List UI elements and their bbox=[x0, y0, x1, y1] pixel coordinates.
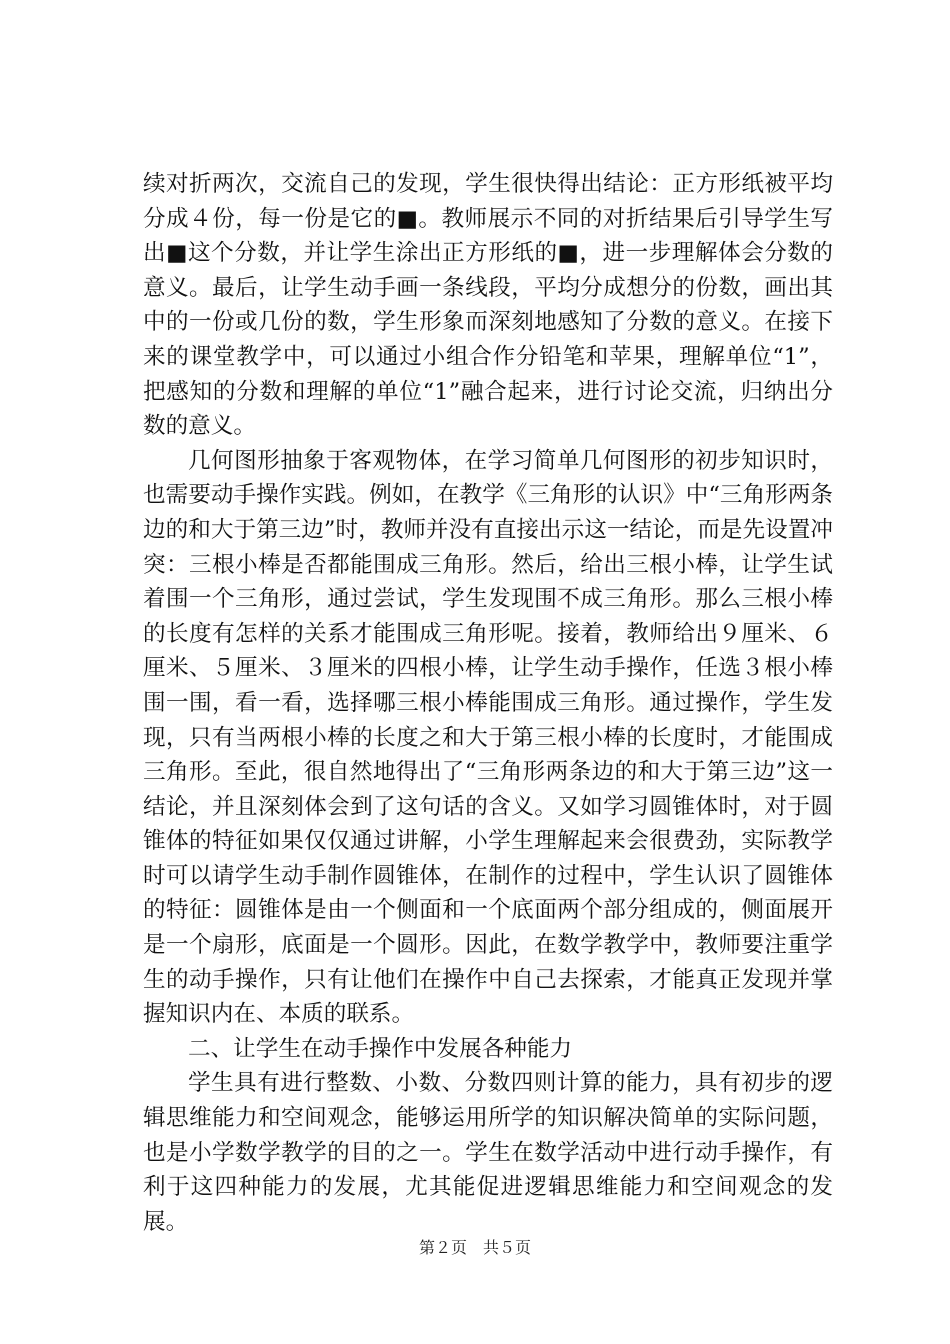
paragraph-abilities: 学生具有进行整数、小数、分数四则计算的能力，具有初步的逻辑思维能力和空间观念，能够运用所学的知识解决简单的实际问题，也是小学数学教学的目的之一。学生在数学活动中进行动手操作，有利于这四种能力的发展，尤其能促进逻辑思维能力和空间观念的发展。 bbox=[143, 1070, 833, 1235]
page-footer: 第２页 共５页 bbox=[418, 1238, 531, 1257]
paragraph-geometry-triangle: 几何图形抽象于客观物体，在学习简单几何图形的初步知识时，也需要动手操作实践。例如，在教学《三角形的认识》中“三角形两条边的和大于第三边”时，教师并没有直接出示这一结论，而是先设置冲突：三根小棒是否都能围成三角形。然后，给出三根小棒，让学生试着围一个三角形，通过尝试，学生发现围不成三角形。那么三根小棒的长度有怎样的关系才能围成三角形呢。接着，教师给出９厘米、６厘米、５厘米、３厘米的四根小棒，让学生动手操作，任选３根小棒围一围，看一看，选择哪三根小棒能围成三角形。通过操作，学生发现，只有当两根小棒的长度之和大于第三根小棒的长度时，才能围成三角形。至此，很自然地得出了“三角形两条边的和大于第三边”这一结论，并且深刻体会到了这句话的含义。又如学习圆锥体时，对于圆锥体的特征如果仅仅通过讲解，小学生理解起来会很费劲，实际教学时可以请学生动手制作圆锥体，在制作的过程中，学生认识了圆锥体的特征：圆锥体是由一个侧面和一个底面两个部分组成的，侧面展开是一个扇形，底面是一个圆形。因此，在数学教学中，教师要注重学生的动手操作，只有让他们在操作中自己去探索，才能真正发现并掌握知识内在、本质的联系。 bbox=[143, 447, 833, 1028]
section-heading: 二、让学生在动手操作中发展各种能力 bbox=[188, 1035, 573, 1062]
paragraph-fraction-folding: 续对折两次，交流自己的发现，学生很快得出结论：正方形纸被平均分成４份，每一份是它的■。教师展示不同的对折结果后引导学生写出■这个分数，并让学生涂出正方形纸的■，进一步理解体会分数的意义。最后，让学生动手画一条线段，平均分成想分的份数，画出其中的一份或几份的数，学生形象而深刻地感知了分数的意义。在接下来的课堂教学中，可以通过小组合作分铅笔和苹果，理解单位“1”，把感知的分数和理解的单位“1”融合起来，进行讨论交流，归纳出分数的意义。 bbox=[143, 171, 833, 440]
body-text bbox=[143, 167, 833, 1239]
